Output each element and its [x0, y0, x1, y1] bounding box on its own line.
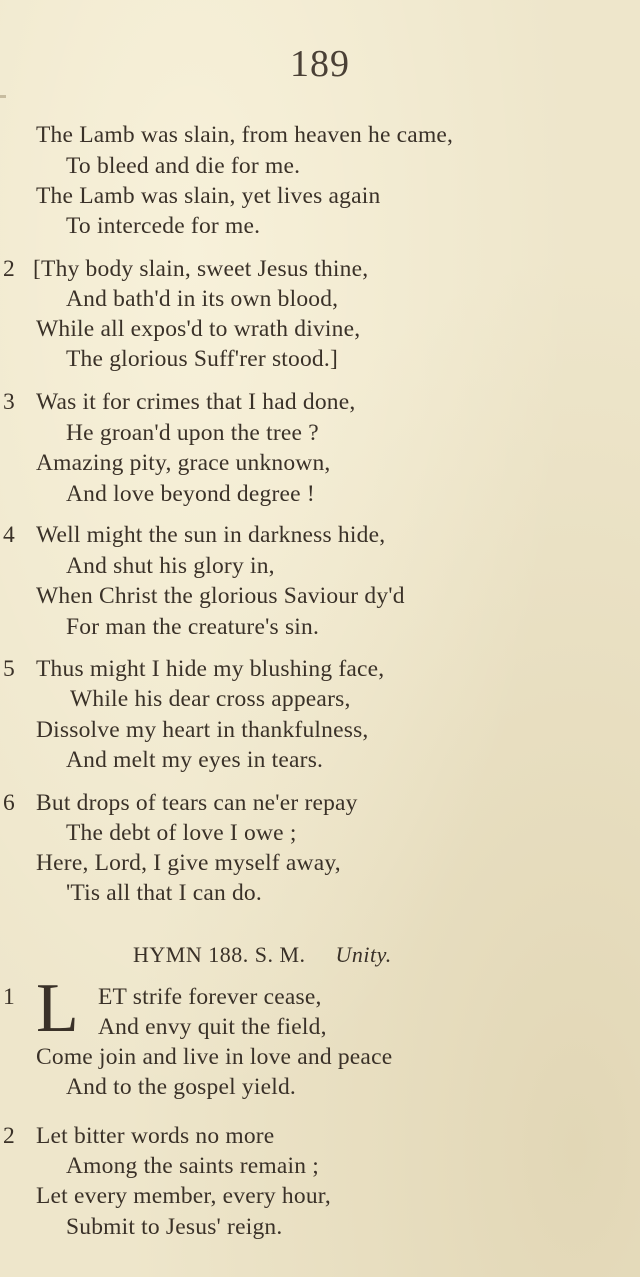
- verse-number: 5: [3, 656, 15, 682]
- continuation-line-3: The Lamb was slain, yet lives again: [36, 183, 381, 209]
- verse-line: Submit to Jesus' reign.: [66, 1214, 283, 1240]
- verse-line: And love beyond degree !: [66, 481, 315, 507]
- page-edge-mark: [0, 95, 6, 98]
- verse-line: The glorious Suff'rer stood.]: [66, 346, 338, 372]
- verse-line: But drops of tears can ne'er repay: [36, 790, 358, 816]
- verse-number: 3: [3, 389, 15, 415]
- verse-line: Amazing pity, grace unknown,: [36, 450, 331, 476]
- verse-number: 4: [3, 522, 15, 548]
- verse-line: [Thy body slain, sweet Jesus thine,: [33, 256, 369, 282]
- verse-line: And melt my eyes in tears.: [66, 747, 324, 773]
- verse-number: 1: [3, 984, 15, 1010]
- verse-line: Let every member, every hour,: [36, 1183, 331, 1209]
- verse-line: The debt of love I owe ;: [66, 820, 297, 846]
- verse-number: 2: [3, 1123, 15, 1149]
- verse-number: 2: [3, 256, 15, 282]
- continuation-line-1: The Lamb was slain, from heaven he came,: [36, 122, 454, 148]
- verse-line: While all expos'd to wrath divine,: [36, 316, 361, 342]
- continuation-line-4: To intercede for me.: [66, 213, 261, 239]
- verse-line: Thus might I hide my blushing face,: [36, 656, 385, 682]
- hymn-heading: [133, 940, 392, 970]
- verse-line: Let bitter words no more: [36, 1123, 275, 1149]
- verse-line: For man the creature's sin.: [66, 614, 320, 640]
- verse-line: Well might the sun in darkness hide,: [36, 522, 386, 548]
- continuation-line-2: To bleed and die for me.: [66, 153, 301, 179]
- verse-line: And shut his glory in,: [66, 553, 275, 579]
- verse-line: And bath'd in its own blood,: [66, 286, 339, 312]
- verse-line: Dissolve my heart in thankfulness,: [36, 717, 369, 743]
- verse-line: Come join and live in love and peace: [36, 1044, 393, 1070]
- verse-line: Among the saints remain ;: [66, 1153, 320, 1179]
- hymn-heading-label: HYMN 188. S. M.: [133, 942, 306, 967]
- verse-line: ET strife forever cease,: [98, 984, 322, 1010]
- verse-line: He groan'd upon the tree ?: [66, 420, 319, 446]
- drop-cap: L: [36, 970, 79, 1047]
- hymn-tune-name: Unity.: [335, 942, 392, 967]
- verse-line: While his dear cross appears,: [70, 686, 351, 712]
- verse-line: Here, Lord, I give myself away,: [36, 850, 341, 876]
- verse-line: 'Tis all that I can do.: [66, 880, 262, 906]
- verse-line: And envy quit the field,: [98, 1014, 327, 1040]
- page-number: 189: [290, 43, 350, 85]
- verse-line: And to the gospel yield.: [66, 1074, 296, 1100]
- verse-line: When Christ the glorious Saviour dy'd: [36, 583, 405, 609]
- verse-number: 6: [3, 790, 15, 816]
- verse-line: Was it for crimes that I had done,: [36, 389, 356, 415]
